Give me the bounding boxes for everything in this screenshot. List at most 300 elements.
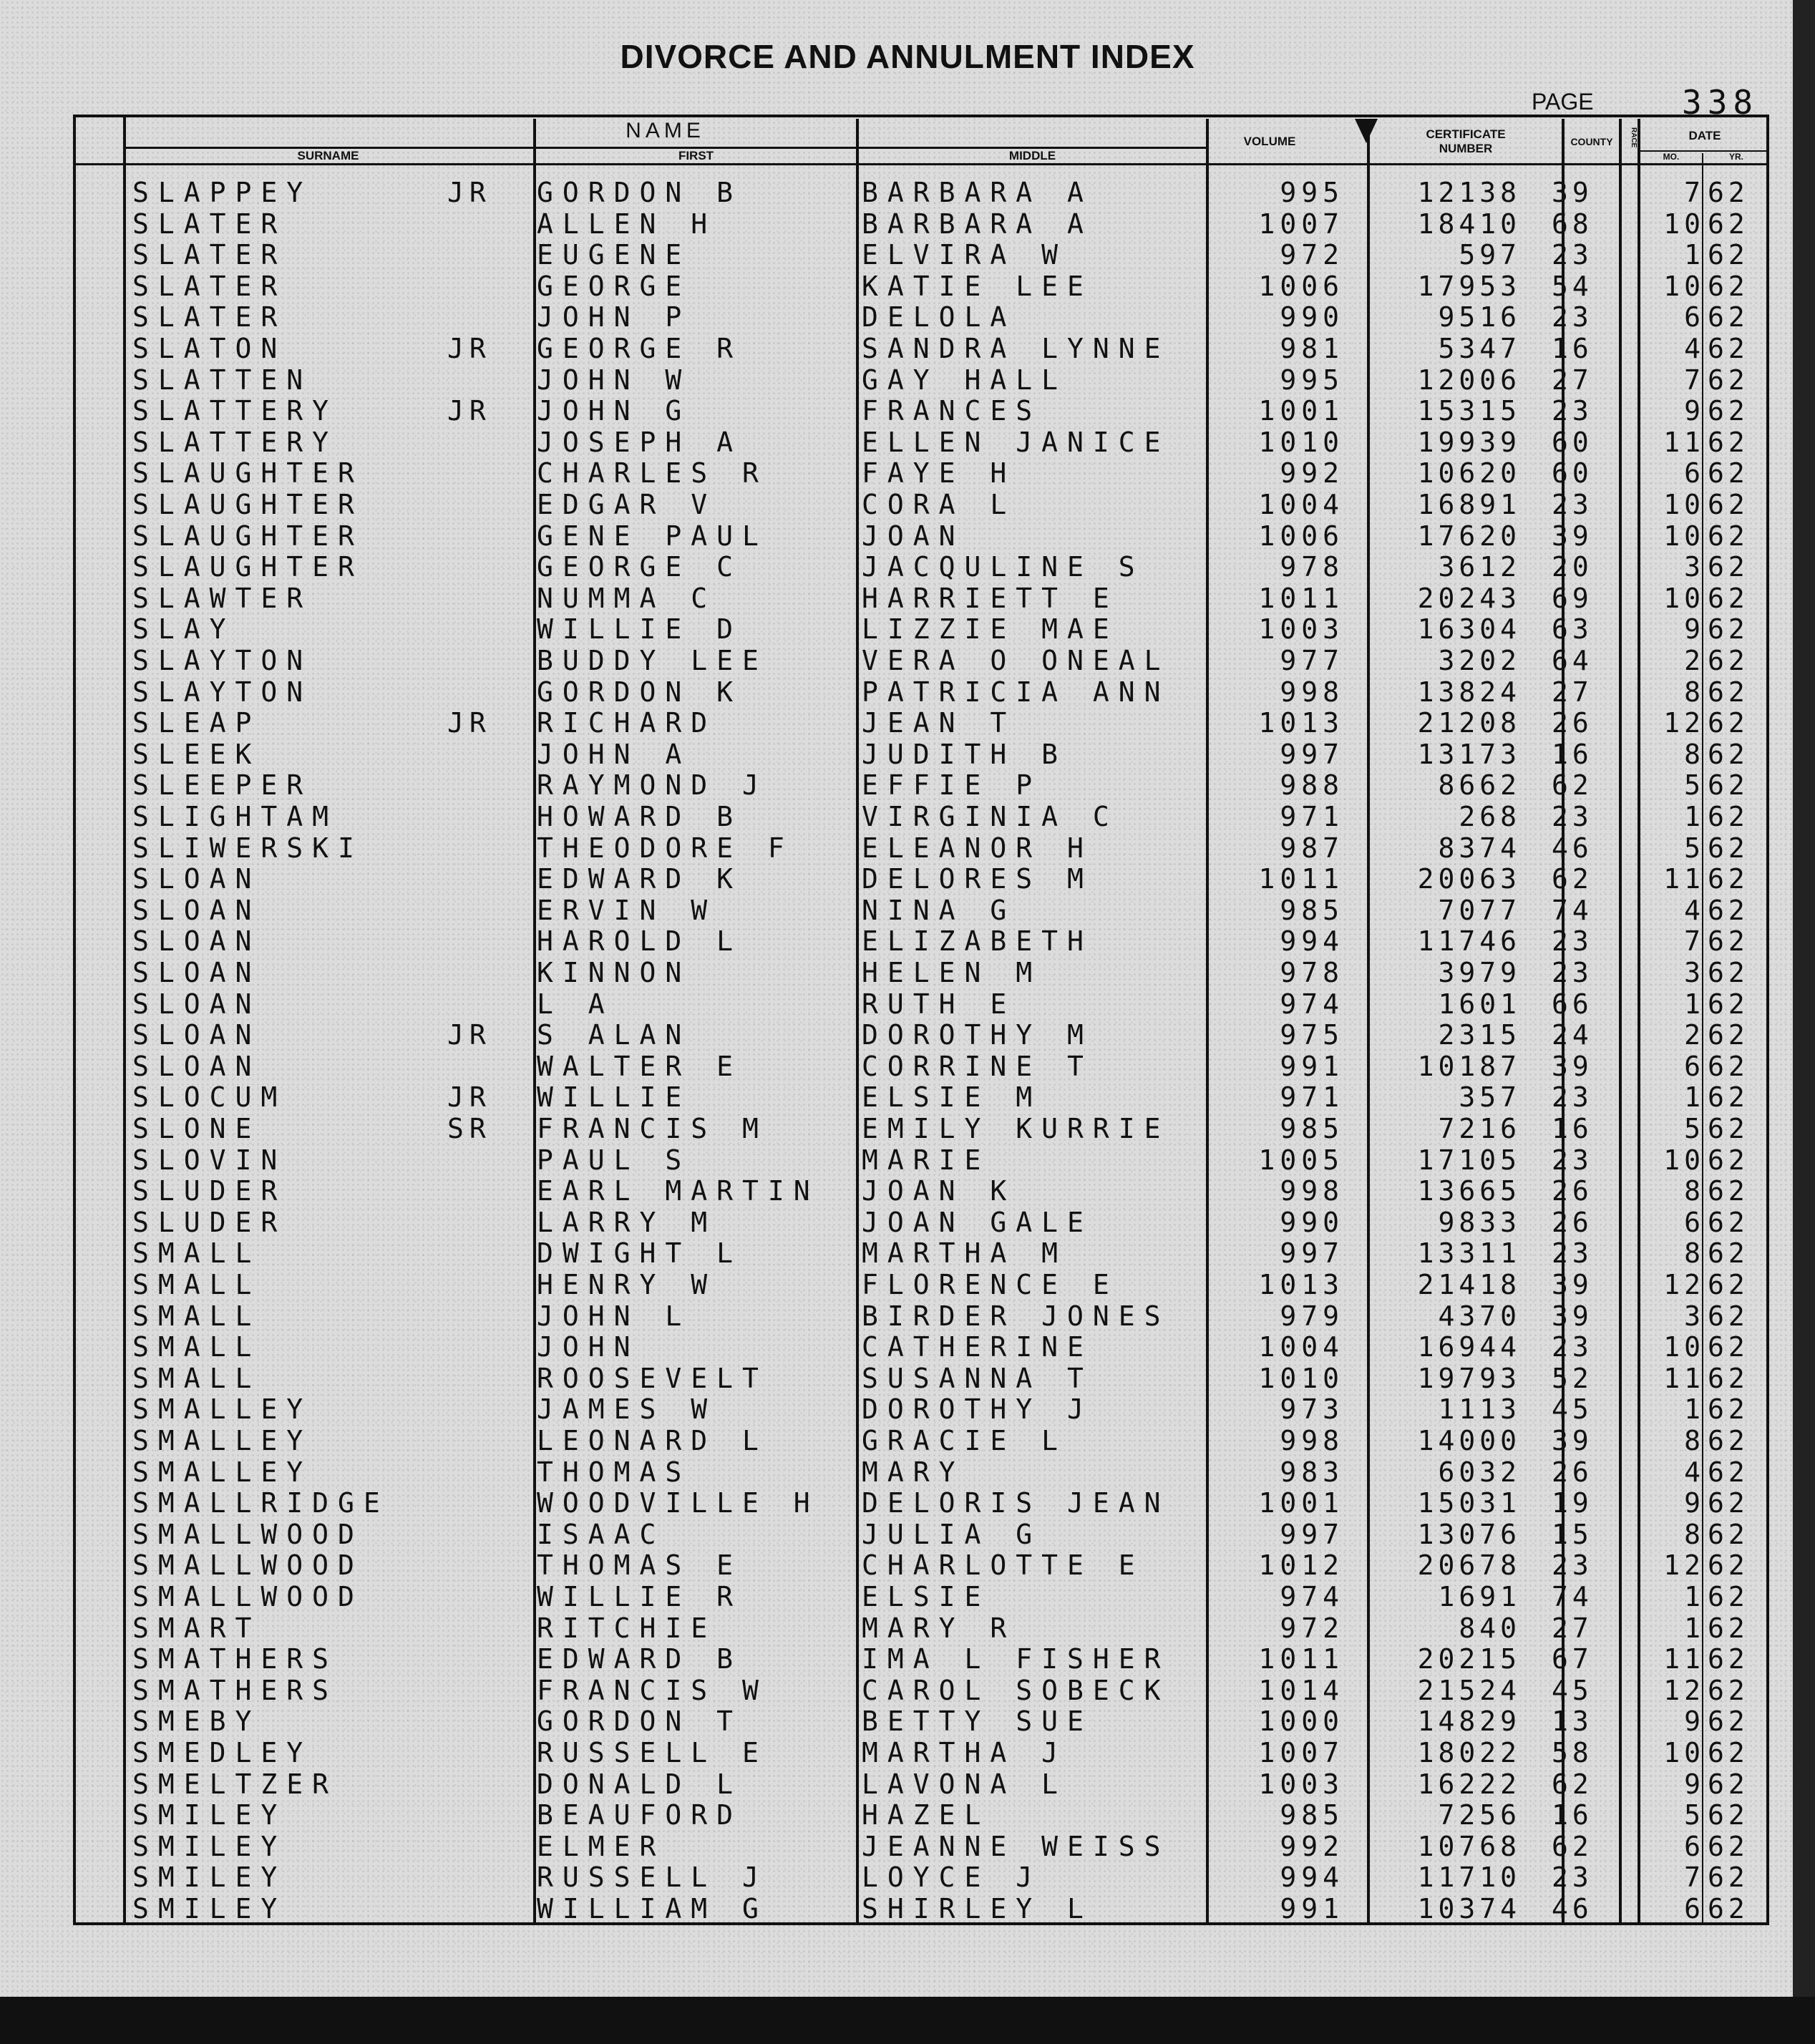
month-cell: 5 bbox=[1684, 832, 1705, 864]
certificate-number-cell: 18022 bbox=[1417, 1737, 1521, 1768]
county-cell: 58 bbox=[1552, 1737, 1593, 1768]
county-cell: 20 bbox=[1552, 551, 1593, 583]
volume-cell: 1003 bbox=[1258, 1768, 1344, 1800]
first-name-cell: GEORGE C bbox=[537, 551, 743, 583]
middle-name-cell: VIRGINIA C bbox=[862, 801, 1119, 832]
table-row bbox=[0, 1301, 1815, 1332]
year-cell: 62 bbox=[1708, 364, 1749, 396]
table-row bbox=[0, 1082, 1815, 1113]
certificate-number-cell: 6032 bbox=[1438, 1456, 1521, 1488]
volume-cell: 1004 bbox=[1258, 1331, 1344, 1363]
county-cell: 62 bbox=[1552, 1768, 1593, 1800]
year-cell: 62 bbox=[1708, 1768, 1749, 1800]
first-name-cell: HOWARD B bbox=[537, 801, 743, 832]
year-cell: 62 bbox=[1708, 1830, 1749, 1862]
table-row bbox=[0, 802, 1815, 832]
first-name-cell: S ALAN bbox=[537, 1019, 691, 1051]
month-cell: 5 bbox=[1684, 1113, 1705, 1144]
surname-cell: SLONE bbox=[132, 1113, 261, 1144]
middle-name-cell: ELLEN JANICE bbox=[862, 426, 1170, 458]
certificate-number-cell: 20678 bbox=[1417, 1549, 1521, 1582]
certificate-number-cell: 10187 bbox=[1417, 1050, 1521, 1082]
county-cell: 15 bbox=[1552, 1518, 1593, 1550]
middle-name-cell: HELEN M bbox=[862, 957, 1042, 988]
year-cell: 62 bbox=[1708, 988, 1749, 1020]
first-name-cell: WILLIE D bbox=[537, 613, 743, 646]
middle-name-cell: CORRINE T bbox=[862, 1050, 1093, 1082]
month-cell: 10 bbox=[1663, 270, 1705, 302]
month-cell: 8 bbox=[1684, 1518, 1705, 1550]
suffix-cell: JR bbox=[447, 1081, 492, 1114]
middle-name-cell: DELORIS JEAN bbox=[862, 1487, 1170, 1519]
month-cell: 4 bbox=[1684, 894, 1705, 926]
middle-name-cell: FAYE H bbox=[862, 457, 1016, 490]
year-cell: 62 bbox=[1708, 1393, 1749, 1426]
year-cell: 62 bbox=[1708, 1799, 1749, 1831]
first-name-cell: RUSSELL J bbox=[537, 1862, 768, 1894]
month-cell: 1 bbox=[1684, 1081, 1705, 1114]
certificate-number-cell: 16944 bbox=[1417, 1331, 1521, 1363]
surname-cell: SLOCUM bbox=[132, 1081, 287, 1114]
certificate-number-cell: 7216 bbox=[1438, 1113, 1521, 1144]
first-name-cell: DONALD L bbox=[537, 1768, 743, 1800]
year-cell: 62 bbox=[1708, 395, 1749, 427]
year-cell: 62 bbox=[1708, 1300, 1749, 1332]
middle-name-cell: JULIA G bbox=[862, 1518, 1042, 1550]
month-cell: 7 bbox=[1684, 177, 1705, 208]
first-name-cell: WILLIE R bbox=[537, 1581, 743, 1612]
table-row bbox=[0, 1519, 1815, 1550]
volume-cell: 991 bbox=[1280, 1893, 1344, 1924]
year-cell: 62 bbox=[1708, 1862, 1749, 1894]
surname-cell: SLOAN bbox=[132, 988, 261, 1020]
year-cell: 62 bbox=[1708, 1019, 1749, 1051]
table-row bbox=[0, 396, 1815, 427]
table-row bbox=[0, 458, 1815, 489]
surname-cell: SMALL bbox=[132, 1269, 261, 1300]
volume-cell: 995 bbox=[1280, 364, 1344, 396]
certificate-number-cell: 10768 bbox=[1417, 1830, 1521, 1862]
page-label: PAGE bbox=[1532, 89, 1594, 115]
certificate-number-cell: 12006 bbox=[1417, 364, 1521, 396]
month-cell: 11 bbox=[1663, 1362, 1705, 1394]
county-cell: 45 bbox=[1552, 1674, 1593, 1706]
county-cell: 60 bbox=[1552, 426, 1593, 458]
surname-cell: SMART bbox=[132, 1612, 261, 1644]
county-cell: 13 bbox=[1552, 1705, 1593, 1738]
surname-cell: SLAUGHTER bbox=[132, 489, 364, 520]
county-cell: 26 bbox=[1552, 1206, 1593, 1238]
middle-name-cell: EFFIE P bbox=[862, 769, 1042, 802]
surname-cell: SMALLEY bbox=[132, 1393, 313, 1426]
volume-cell: 971 bbox=[1280, 801, 1344, 832]
month-cell: 8 bbox=[1684, 1175, 1705, 1207]
surname-cell: SLATTEN bbox=[132, 364, 313, 396]
volume-cell: 972 bbox=[1280, 239, 1344, 271]
month-cell: 6 bbox=[1684, 301, 1705, 334]
table-row bbox=[0, 302, 1815, 333]
county-cell: 16 bbox=[1552, 1799, 1593, 1831]
county-cell: 23 bbox=[1552, 1237, 1593, 1270]
volume-cell: 1012 bbox=[1258, 1549, 1344, 1582]
middle-name-cell: ELVIRA W bbox=[862, 239, 1068, 271]
year-cell: 62 bbox=[1708, 1050, 1749, 1082]
volume-cell: 971 bbox=[1280, 1081, 1344, 1114]
surname-cell: SLIGHTAM bbox=[132, 801, 339, 832]
table-row bbox=[0, 334, 1815, 364]
middle-name-cell: SHIRLEY L bbox=[862, 1893, 1093, 1924]
county-cell: 23 bbox=[1552, 1549, 1593, 1582]
county-cell: 63 bbox=[1552, 613, 1593, 646]
county-cell: 16 bbox=[1552, 738, 1593, 770]
first-name-cell: HENRY W bbox=[537, 1269, 717, 1300]
year-cell: 62 bbox=[1708, 426, 1749, 458]
suffix-cell: JR bbox=[447, 177, 492, 208]
month-cell: 1 bbox=[1684, 1612, 1705, 1644]
certificate-number-cell: 840 bbox=[1459, 1612, 1521, 1644]
first-name-cell: THOMAS E bbox=[537, 1549, 743, 1582]
certificate-number-cell: 15031 bbox=[1417, 1487, 1521, 1519]
volume-cell: 985 bbox=[1280, 894, 1344, 926]
month-cell: 5 bbox=[1684, 1799, 1705, 1831]
table-row bbox=[0, 552, 1815, 583]
middle-name-cell: RUTH E bbox=[862, 988, 1016, 1020]
year-cell: 62 bbox=[1708, 676, 1749, 708]
surname-cell: SLOAN bbox=[132, 925, 261, 958]
surname-cell: SMALLWOOD bbox=[132, 1581, 364, 1612]
table-row bbox=[0, 1894, 1815, 1924]
surname-cell: SLAY bbox=[132, 613, 235, 646]
table-row bbox=[0, 240, 1815, 271]
scan-edge-bottom bbox=[0, 1997, 1815, 2044]
first-name-cell: DWIGHT L bbox=[537, 1237, 743, 1270]
county-cell: 23 bbox=[1552, 395, 1593, 427]
table-row bbox=[0, 677, 1815, 708]
county-cell: 39 bbox=[1552, 177, 1593, 208]
year-cell: 62 bbox=[1708, 925, 1749, 958]
county-cell: 54 bbox=[1552, 270, 1593, 302]
year-cell: 62 bbox=[1708, 1144, 1749, 1176]
year-cell: 62 bbox=[1708, 333, 1749, 364]
middle-name-cell: VERA O ONEAL bbox=[862, 645, 1170, 676]
first-name-cell: THOMAS bbox=[537, 1456, 691, 1488]
middle-name-cell: MARIE bbox=[862, 1144, 991, 1176]
month-cell: 12 bbox=[1663, 707, 1705, 739]
middle-name-cell: SUSANNA T bbox=[862, 1362, 1093, 1394]
first-name-cell: WOODVILLE H bbox=[537, 1487, 819, 1519]
county-cell: 52 bbox=[1552, 1362, 1593, 1394]
volume-cell: 1005 bbox=[1258, 1144, 1344, 1176]
first-name-cell: RAYMOND J bbox=[537, 769, 768, 802]
year-cell: 62 bbox=[1708, 1175, 1749, 1207]
surname-cell: SMALLWOOD bbox=[132, 1518, 364, 1550]
volume-cell: 988 bbox=[1280, 769, 1344, 802]
certificate-number-cell: 11710 bbox=[1417, 1862, 1521, 1894]
surname-cell: SLATER bbox=[132, 301, 287, 334]
month-cell: 9 bbox=[1684, 613, 1705, 646]
year-cell: 62 bbox=[1708, 894, 1749, 926]
first-name-cell: ELMER bbox=[537, 1830, 666, 1862]
middle-name-cell: FRANCES bbox=[862, 395, 1042, 427]
certificate-number-cell: 12138 bbox=[1417, 177, 1521, 208]
certificate-header-line1: CERTIFICATE bbox=[1426, 127, 1506, 141]
first-name-cell: JOHN bbox=[537, 1331, 640, 1363]
middle-name-cell: JEAN T bbox=[862, 707, 1016, 739]
month-cell: 7 bbox=[1684, 364, 1705, 396]
first-name-cell: GEORGE bbox=[537, 270, 691, 302]
month-cell: 3 bbox=[1684, 1300, 1705, 1332]
first-name-cell: GORDON B bbox=[537, 177, 743, 208]
middle-name-cell: LIZZIE MAE bbox=[862, 613, 1119, 646]
table-row bbox=[0, 1800, 1815, 1831]
county-cell: 16 bbox=[1552, 333, 1593, 364]
middle-name-cell: ELEANOR H bbox=[862, 832, 1093, 864]
certificate-number-cell: 357 bbox=[1459, 1081, 1521, 1114]
county-cell: 27 bbox=[1552, 676, 1593, 708]
volume-cell: 1011 bbox=[1258, 582, 1344, 614]
certificate-number-cell: 9833 bbox=[1438, 1206, 1521, 1238]
middle-name-cell: JEANNE WEISS bbox=[862, 1830, 1170, 1862]
volume-cell: 1001 bbox=[1258, 395, 1344, 427]
middle-name-cell: BARBARA A bbox=[862, 208, 1093, 240]
surname-cell: SMELTZER bbox=[132, 1768, 339, 1800]
first-name-cell: JOHN G bbox=[537, 395, 691, 427]
surname-cell: SLATER bbox=[132, 208, 287, 240]
month-cell: 10 bbox=[1663, 489, 1705, 520]
table-row bbox=[0, 926, 1815, 957]
year-cell: 62 bbox=[1708, 1237, 1749, 1270]
volume-cell: 998 bbox=[1280, 1425, 1344, 1456]
volume-cell: 997 bbox=[1280, 1518, 1344, 1550]
date-header: DATE bbox=[1688, 129, 1721, 142]
county-cell: 62 bbox=[1552, 1830, 1593, 1862]
middle-name-cell: CORA L bbox=[862, 489, 1016, 520]
first-name-cell: RITCHIE bbox=[537, 1612, 717, 1644]
year-cell: 62 bbox=[1708, 301, 1749, 334]
middle-name-cell: HAZEL bbox=[862, 1799, 991, 1831]
middle-name-cell: MARTHA M bbox=[862, 1237, 1068, 1270]
table-row bbox=[0, 1862, 1815, 1893]
surname-cell: SMALLEY bbox=[132, 1425, 313, 1456]
certificate-number-cell: 13824 bbox=[1417, 676, 1521, 708]
surname-cell: SLOAN bbox=[132, 957, 261, 988]
first-name-cell: GORDON K bbox=[537, 676, 743, 708]
year-cell: 62 bbox=[1708, 520, 1749, 552]
first-name-cell: L A bbox=[537, 988, 614, 1020]
county-cell: 26 bbox=[1552, 1175, 1593, 1207]
surname-cell: SLAUGHTER bbox=[132, 551, 364, 583]
middle-name-cell: NINA G bbox=[862, 894, 1016, 926]
table-row bbox=[0, 1176, 1815, 1207]
certificate-number-cell: 19939 bbox=[1417, 426, 1521, 458]
month-cell: 6 bbox=[1684, 1830, 1705, 1862]
surname-cell: SLOAN bbox=[132, 894, 261, 926]
middle-name-cell: CHARLOTTE E bbox=[862, 1549, 1144, 1582]
surname-cell: SMALL bbox=[132, 1362, 261, 1394]
year-cell: 62 bbox=[1708, 239, 1749, 271]
middle-name-cell: HARRIETT E bbox=[862, 582, 1119, 614]
month-cell: 10 bbox=[1663, 208, 1705, 240]
county-cell: 19 bbox=[1552, 1487, 1593, 1519]
first-header: FIRST bbox=[678, 149, 714, 162]
county-cell: 23 bbox=[1552, 239, 1593, 271]
month-cell: 8 bbox=[1684, 676, 1705, 708]
volume-cell: 1006 bbox=[1258, 520, 1344, 552]
surname-cell: SLIWERSKI bbox=[132, 832, 364, 864]
middle-name-cell: KATIE LEE bbox=[862, 270, 1093, 302]
table-row bbox=[0, 1457, 1815, 1488]
first-name-cell: FRANCIS M bbox=[537, 1113, 768, 1144]
surname-cell: SMALL bbox=[132, 1237, 261, 1270]
volume-cell: 992 bbox=[1280, 457, 1344, 490]
county-cell: 27 bbox=[1552, 1612, 1593, 1644]
county-cell: 62 bbox=[1552, 863, 1593, 895]
first-name-cell: PAUL S bbox=[537, 1144, 691, 1176]
surname-cell: SMALL bbox=[132, 1331, 261, 1363]
volume-cell: 997 bbox=[1280, 738, 1344, 770]
volume-cell: 974 bbox=[1280, 988, 1344, 1020]
header-bottom-rule bbox=[73, 163, 1769, 165]
certificate-number-cell: 11746 bbox=[1417, 925, 1521, 958]
middle-name-cell: GRACIE L bbox=[862, 1425, 1068, 1456]
month-cell: 2 bbox=[1684, 645, 1705, 676]
month-cell: 1 bbox=[1684, 988, 1705, 1020]
certificate-number-cell: 13173 bbox=[1417, 738, 1521, 770]
volume-cell: 994 bbox=[1280, 1862, 1344, 1894]
surname-cell: SMILEY bbox=[132, 1893, 287, 1924]
first-name-cell: GORDON T bbox=[537, 1705, 743, 1738]
year-cell: 62 bbox=[1708, 1705, 1749, 1738]
certificate-number-cell: 20063 bbox=[1417, 863, 1521, 895]
middle-name-cell: CATHERINE bbox=[862, 1331, 1093, 1363]
middle-name-cell: MARY bbox=[862, 1456, 965, 1488]
month-cell: 10 bbox=[1663, 1331, 1705, 1363]
certificate-number-cell: 16891 bbox=[1417, 489, 1521, 520]
middle-name-cell: LOYCE J bbox=[862, 1862, 1042, 1894]
county-cell: 26 bbox=[1552, 707, 1593, 739]
month-cell: 3 bbox=[1684, 957, 1705, 988]
year-cell: 62 bbox=[1708, 1643, 1749, 1675]
month-cell: 2 bbox=[1684, 1019, 1705, 1051]
certificate-number-cell: 21418 bbox=[1417, 1269, 1521, 1300]
year-cell: 62 bbox=[1708, 1518, 1749, 1550]
month-cell: 7 bbox=[1684, 925, 1705, 958]
table-row bbox=[0, 1582, 1815, 1612]
surname-cell: SMALL bbox=[132, 1300, 261, 1332]
certificate-number-cell: 9516 bbox=[1438, 301, 1521, 334]
year-cell: 62 bbox=[1708, 270, 1749, 302]
volume-cell: 992 bbox=[1280, 1830, 1344, 1862]
volume-cell: 977 bbox=[1280, 645, 1344, 676]
surname-cell: SLEEK bbox=[132, 738, 261, 770]
middle-name-cell: BETTY SUE bbox=[862, 1705, 1093, 1738]
certificate-header-line2: NUMBER bbox=[1439, 142, 1493, 155]
year-cell: 62 bbox=[1708, 1487, 1749, 1519]
year-cell: 62 bbox=[1708, 1269, 1749, 1300]
table-row bbox=[0, 1426, 1815, 1456]
first-name-cell: ERVIN W bbox=[537, 894, 717, 926]
month-cell: 8 bbox=[1684, 738, 1705, 770]
month-cell: 10 bbox=[1663, 1144, 1705, 1176]
year-cell: 62 bbox=[1708, 208, 1749, 240]
month-cell: 6 bbox=[1684, 1206, 1705, 1238]
volume-cell: 994 bbox=[1280, 925, 1344, 958]
certificate-number-cell: 5347 bbox=[1438, 333, 1521, 364]
first-name-cell: EUGENE bbox=[537, 239, 691, 271]
table-row bbox=[0, 1020, 1815, 1051]
certificate-number-cell: 1601 bbox=[1438, 988, 1521, 1020]
document-title: DIVORCE AND ANNULMENT INDEX bbox=[620, 38, 1195, 75]
table-row bbox=[0, 209, 1815, 240]
month-cell: 9 bbox=[1684, 1768, 1705, 1800]
table-row bbox=[0, 1831, 1815, 1862]
first-name-cell: ROOSEVELT bbox=[537, 1362, 768, 1394]
certificate-number-cell: 7256 bbox=[1438, 1799, 1521, 1831]
first-name-cell: WILLIAM G bbox=[537, 1893, 768, 1924]
year-cell: 62 bbox=[1708, 551, 1749, 583]
county-cell: 23 bbox=[1552, 1331, 1593, 1363]
year-cell: 62 bbox=[1708, 707, 1749, 739]
month-cell: 1 bbox=[1684, 1393, 1705, 1426]
volume-cell: 978 bbox=[1280, 957, 1344, 988]
first-name-cell: EDWARD K bbox=[537, 863, 743, 895]
surname-cell: SLATTERY bbox=[132, 395, 339, 427]
surname-cell: SLAYTON bbox=[132, 676, 313, 708]
volume-cell: 1011 bbox=[1258, 1643, 1344, 1675]
year-cell: 62 bbox=[1708, 1456, 1749, 1488]
volume-header: VOLUME bbox=[1243, 135, 1296, 148]
first-name-cell: JOHN P bbox=[537, 301, 691, 334]
county-cell: 74 bbox=[1552, 894, 1593, 926]
first-name-cell: BEAUFORD bbox=[537, 1799, 743, 1831]
table-row bbox=[0, 1394, 1815, 1425]
month-cell: 11 bbox=[1663, 426, 1705, 458]
year-cell: 62 bbox=[1708, 1893, 1749, 1924]
surname-cell: SMILEY bbox=[132, 1862, 287, 1894]
suffix-cell: JR bbox=[447, 707, 492, 739]
certificate-number-cell: 13311 bbox=[1417, 1237, 1521, 1270]
county-cell: 23 bbox=[1552, 1862, 1593, 1894]
volume-cell: 975 bbox=[1280, 1019, 1344, 1051]
certificate-number-cell: 17953 bbox=[1417, 270, 1521, 302]
county-cell: 23 bbox=[1552, 801, 1593, 832]
first-name-cell: BUDDY LEE bbox=[537, 645, 768, 676]
volume-cell: 998 bbox=[1280, 676, 1344, 708]
county-cell: 23 bbox=[1552, 489, 1593, 520]
suffix-cell: SR bbox=[447, 1113, 492, 1144]
surname-cell: SLOAN bbox=[132, 863, 261, 895]
month-header: MO. bbox=[1663, 152, 1680, 162]
surname-cell: SLAPPEY bbox=[132, 177, 313, 208]
certificate-number-cell: 14829 bbox=[1417, 1705, 1521, 1738]
first-name-cell: JOHN L bbox=[537, 1300, 691, 1332]
certificate-number-cell: 8374 bbox=[1438, 832, 1521, 864]
volume-cell: 997 bbox=[1280, 1237, 1344, 1270]
certificate-number-cell: 18410 bbox=[1417, 208, 1521, 240]
county-cell: 23 bbox=[1552, 1081, 1593, 1114]
month-cell: 6 bbox=[1684, 1050, 1705, 1082]
month-cell: 10 bbox=[1663, 582, 1705, 614]
surname-cell: SLATER bbox=[132, 270, 287, 302]
volume-cell: 981 bbox=[1280, 333, 1344, 364]
first-name-cell: RUSSELL E bbox=[537, 1737, 768, 1768]
table-row bbox=[0, 365, 1815, 396]
month-cell: 9 bbox=[1684, 1487, 1705, 1519]
middle-name-cell: IMA L FISHER bbox=[862, 1643, 1170, 1675]
first-name-cell: RICHARD bbox=[537, 707, 717, 739]
year-cell: 62 bbox=[1708, 489, 1749, 520]
year-cell: 62 bbox=[1708, 1206, 1749, 1238]
